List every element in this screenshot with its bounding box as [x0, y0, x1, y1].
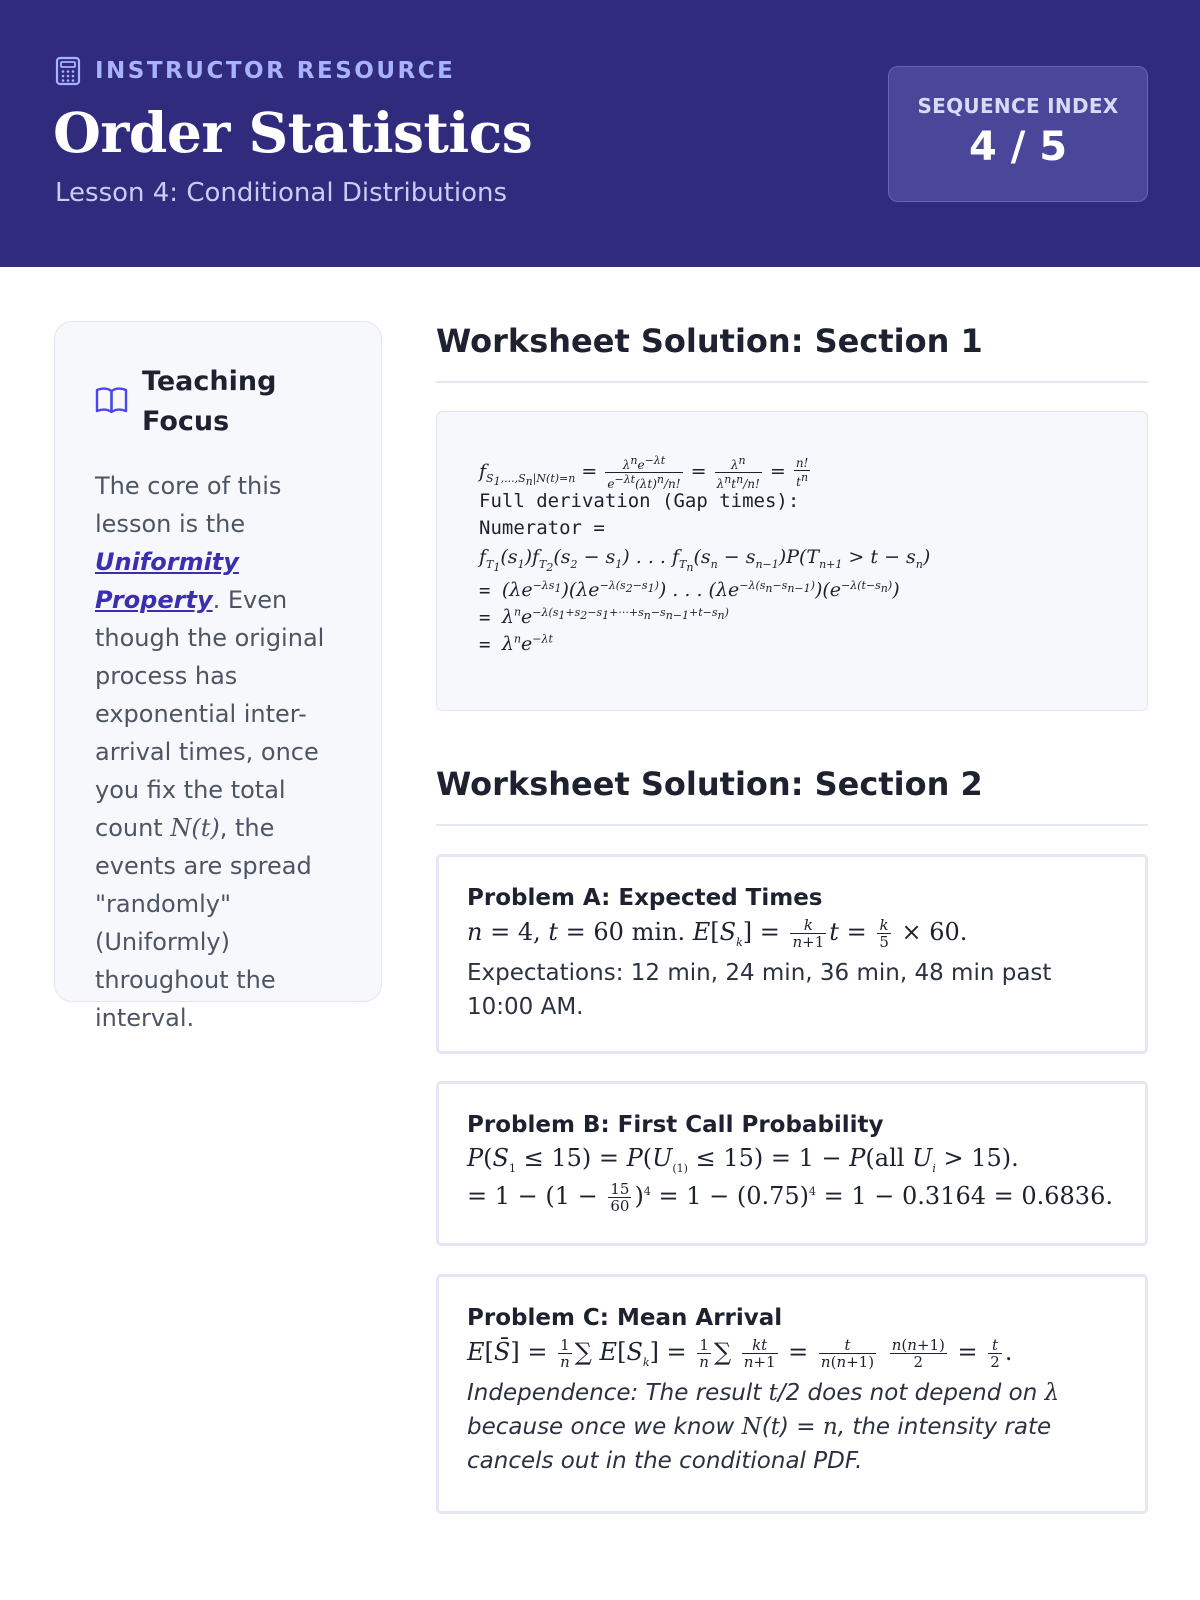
page-header: [0, 0, 1200, 267]
derivation-line-2: Full derivation (Gap times):: [479, 490, 800, 512]
problem-c-note: Independence: The result t/2 does not depend on λ because once we know N(t) = n, the intensity rate cancels out in the conditional PDF.: [467, 1380, 1060, 1474]
note-part-4: , the intensity rate cancels out in the conditional PDF.: [467, 1414, 1052, 1474]
focus-math-nt: N(t): [170, 814, 220, 842]
page-title: Order Statistics: [53, 100, 533, 165]
section-2-title: Worksheet Solution: Section 2: [436, 765, 983, 803]
problem-a-text: Expectations: 12 min, 24 min, 36 min, 48 min past 10:00 AM.: [467, 960, 1052, 1020]
note-part-3: because once we know: [467, 1414, 742, 1440]
derivation-line-7: = $\lambda^ne^{-\lambda t}$: [479, 633, 553, 656]
problem-a-formula: n = 4, t = 60 min. $E[S_k]$ = $\frac{k}{n+1}$ t = $\frac{k}{5}$ × 60.: [467, 916, 968, 951]
sequence-index-badge: [888, 66, 1148, 202]
problem-b-formula-1: $P(S_1 \le 15) = P(U_{(1)} \le 15) = 1 - P(all$ $U_i > 15$).: [467, 1144, 1019, 1175]
sequence-label: SEQUENCE INDEX: [917, 94, 1119, 118]
problem-b-title: Problem B: First Call Probability: [467, 1112, 884, 1138]
teaching-focus-body: [95, 467, 353, 1037]
calculator-icon: [55, 56, 81, 86]
derivation-block: [436, 411, 1148, 711]
problem-c-formula: E[S̄] = $\frac{1}{n}$ ∑ $E[S_k]$ = $\frac{1}{n}$ ∑ $\frac{kt}{n+1}$ = $\frac{t}{n(n+1)}$ $\frac{n(n+1)}{2}$ = $\frac{t}{2}$ .: [467, 1336, 1013, 1371]
problem-b-card: [436, 1081, 1148, 1246]
focus-text-lead: The core of this lesson is the: [95, 472, 282, 538]
problem-a-card: [436, 854, 1148, 1054]
derivation-line-3: Numerator =: [479, 517, 605, 539]
focus-text-tail: , the events are spread "randomly" (Uniformly) throughout the interval.: [95, 814, 312, 1032]
derivation-line-1: $f_{S_1,...,S_n|N(t)=n}$ = $\frac{\lambda^ne^{-\lambda t}}{e^{-\lambda t}(\lambda t)^n/n!}$ = $\frac{\lambda^n}{\lambda^nt^n/n!}$ = $\frac{n!}{t^n}$: [479, 454, 809, 491]
problem-b-formula-2: = 1 − (1 − $\frac{15}{60}$ )$^4 = 1 - (0.75)^4 = 1 - 0.3164 = 0.6836$.: [467, 1179, 1113, 1215]
derivation-line-5: = $(\lambda e^{-\lambda s_1})(\lambda e^{-\lambda(s_2-s_1)})$ . . . $(\lambda e^{-\lambda(s_n-s_{n-1})})(e^{-\lambda(t-s_n)})$: [479, 579, 900, 602]
uniformity-property-link[interactable]: Uniformity Property: [95, 548, 239, 614]
teaching-focus-header: [95, 362, 292, 442]
page-subtitle: Lesson 4: Conditional Distributions: [55, 178, 508, 208]
derivation-line-6: = $\lambda^ne^{-\lambda(s_1+s_2-s_1+\cdot\cdot\cdot+s_n-s_{n-1}+t-s_n)}$: [479, 606, 729, 629]
problem-c-title: Problem C: Mean Arrival: [467, 1305, 783, 1331]
focus-text-mid: . Even though the original process has exponential inter-arrival times, once you fix the total count: [95, 586, 325, 842]
eyebrow-label: INSTRUCTOR RESOURCE: [95, 58, 456, 84]
teaching-focus-title: Teaching Focus: [142, 366, 277, 437]
sequence-value: 4 / 5: [968, 124, 1068, 170]
derivation-line-4: $f_{T_1}(s_1)f_{T_2}(s_2 - s_1)$ . . . $f_{T_n}(s_n - s_{n-1})P(T_{n+1} > t - s_n)$: [479, 546, 931, 574]
eyebrow: [55, 55, 455, 87]
note-part-1: Independence: The result: [467, 1380, 769, 1406]
note-part-2: does not depend on: [800, 1380, 1045, 1406]
section-1-divider: [436, 381, 1148, 383]
book-open-icon: [95, 386, 128, 415]
problem-c-card: [436, 1274, 1148, 1514]
problem-a-title: Problem A: Expected Times: [467, 885, 823, 911]
section-2-divider: [436, 824, 1148, 826]
section-1-title: Worksheet Solution: Section 1: [436, 322, 983, 360]
teaching-focus-panel: [54, 321, 382, 1032]
